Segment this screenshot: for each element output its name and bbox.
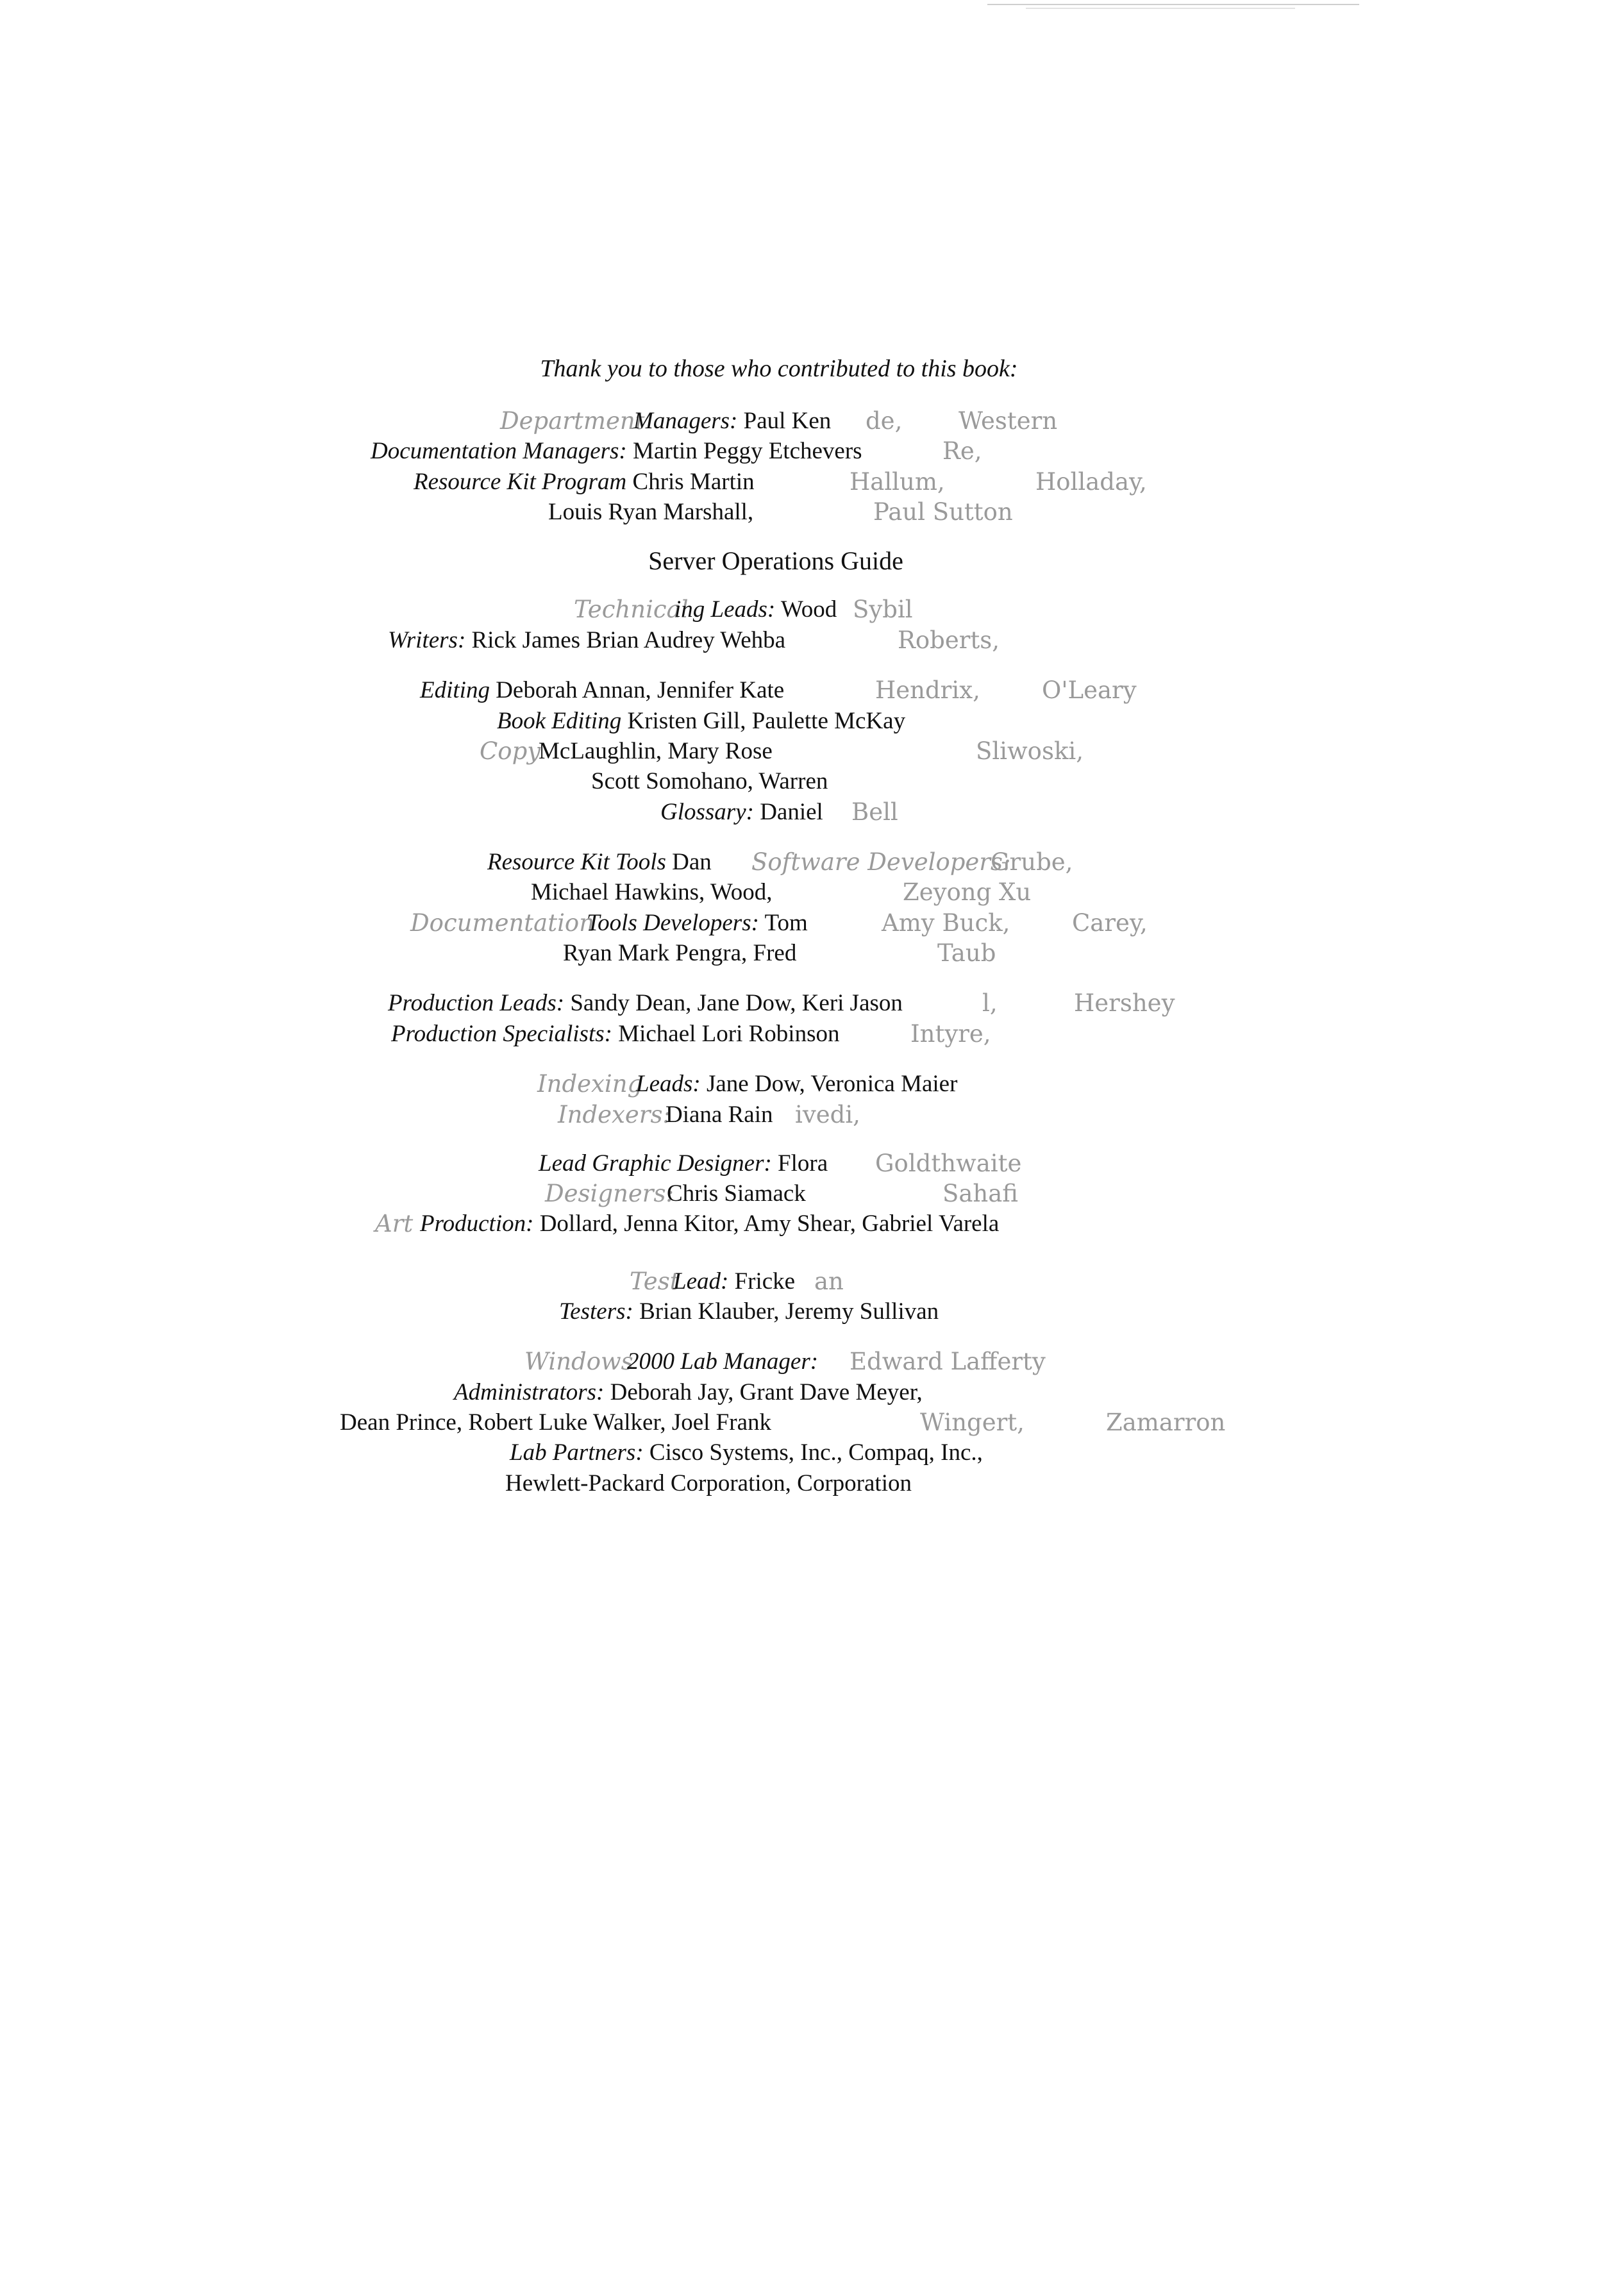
ghost-text: Wingert, (920, 1409, 1025, 1436)
credit-role: Writers: (388, 627, 466, 653)
ghost-text: Hershey (1074, 989, 1175, 1017)
credit-line (420, 678, 784, 702)
ghost-text: Hendrix, (875, 676, 980, 704)
credit-names: Chris Siamack (667, 1180, 806, 1207)
ghost-text: Sahafi (942, 1180, 1018, 1207)
credit-names: Rick James Brian Audrey Wehba (471, 627, 786, 653)
credit-line (388, 628, 785, 652)
credit-role: Book Editing (497, 708, 622, 734)
credit-line (548, 500, 753, 524)
credit-line (505, 1471, 912, 1495)
credit-role: Editing (420, 677, 490, 703)
ghost-text: Holladay, (1035, 468, 1147, 496)
credit-role: ing Leads: (674, 596, 776, 623)
credit-role: Testers: (559, 1298, 633, 1325)
ghost-text: Sybil (853, 596, 913, 623)
ghost-text: Paul Sutton (873, 498, 1013, 526)
ghost-text: Amy Buck, (882, 909, 1010, 937)
credit-line (539, 1152, 828, 1175)
credit-role: Tools Developers: (587, 910, 759, 936)
credit-line (591, 769, 828, 793)
ghost-text: l, (982, 989, 998, 1017)
credit-role: Administrators: (454, 1379, 605, 1405)
ghost-text: Zamarron (1106, 1409, 1226, 1436)
ghost-text: Department (500, 407, 645, 435)
ghost-text: Technical (574, 596, 689, 623)
credit-names: McLaughlin, Mary Rose (539, 738, 773, 764)
credit-role: Managers: (633, 408, 738, 434)
credit-line (510, 1441, 983, 1464)
ghost-text: Zeyong Xu (903, 878, 1032, 906)
section-title: Server Operations Guide (648, 546, 903, 575)
ghost-text: ivedi, (795, 1101, 860, 1128)
credit-role: Resource Kit Program (414, 469, 627, 495)
credit-names: Dan (672, 849, 712, 875)
credit-names: Diana Rain (666, 1102, 773, 1128)
ghost-text: Hallum, (850, 468, 945, 496)
credit-names: Flora (778, 1150, 828, 1177)
ghost-text: Indexing (537, 1070, 643, 1098)
credit-role: Production: (420, 1211, 534, 1237)
credit-line (371, 439, 862, 463)
ghost-text: Sliwoski, (976, 737, 1084, 765)
ghost-text: Designers: (545, 1180, 674, 1207)
ghost-text: Western (958, 407, 1058, 435)
ghost-text: Art (375, 1210, 414, 1237)
credit-line (414, 470, 755, 494)
credit-line (559, 1300, 939, 1323)
ghost-text: an (814, 1268, 844, 1295)
credit-names: Louis Ryan Marshall, (548, 499, 754, 525)
credit-line (673, 1270, 795, 1293)
credit-line (539, 739, 773, 763)
credit-names: Martin Peggy Etchevers (633, 438, 862, 464)
ghost-text: Goldthwaite (875, 1150, 1022, 1177)
credit-line (674, 598, 837, 621)
credit-line (391, 1022, 840, 1046)
credit-role: Documentation Managers: (371, 438, 627, 464)
ghost-text: de, (866, 407, 903, 435)
credit-names: Ryan Mark Pengra, Fred (563, 940, 797, 966)
ghost-text: Grube, (991, 848, 1073, 876)
credit-names: Daniel (760, 799, 823, 825)
credit-line (660, 800, 823, 824)
credit-names: Tom (764, 910, 808, 936)
credit-role: Production Leads: (388, 990, 565, 1016)
credit-names: Dollard, Jenna Kitor, Amy Shear, Gabriel Varela (539, 1211, 1000, 1237)
credit-role: Lead: (673, 1268, 729, 1295)
credit-names: Jane Dow, Veronica Maier (706, 1071, 958, 1097)
credit-names: Sandy Dean, Jane Dow, Keri Jason (570, 990, 903, 1016)
credit-line (666, 1103, 773, 1127)
ghost-text: Test (630, 1268, 680, 1295)
credit-line (497, 709, 905, 733)
credit-names: Scott Somohano, Warren (591, 768, 828, 794)
credit-names: Hewlett-Packard Corporation, Corporation (505, 1470, 912, 1496)
credit-role: Resource Kit Tools (487, 849, 666, 875)
credit-line (667, 1182, 806, 1205)
credit-line (627, 1350, 818, 1373)
credit-names: Cisco Systems, Inc., Compaq, Inc., (649, 1439, 983, 1466)
ghost-text: Indexers: (558, 1101, 671, 1128)
credit-line (487, 850, 712, 874)
ghost-text: Edward Lafferty (850, 1348, 1046, 1375)
credit-line (420, 1212, 999, 1236)
credit-line (340, 1411, 771, 1434)
credit-line (531, 880, 773, 904)
ghost-text: O'Leary (1042, 676, 1137, 704)
credit-names: Michael Lori Robinson (618, 1021, 840, 1047)
scan-artifact-line (1026, 8, 1295, 9)
scan-artifact-line (987, 4, 1359, 5)
ghost-text: Documentation (410, 909, 595, 937)
credit-role: Leads: (636, 1071, 701, 1097)
ghost-text: Software Developers: (751, 848, 1011, 876)
credit-names: Deborah Annan, Jennifer Kate (496, 677, 785, 703)
credit-line (587, 911, 808, 935)
credit-role: Lab Partners: (510, 1439, 644, 1466)
intro-line: Thank you to those who contributed to this book: (540, 355, 1018, 382)
ghost-text: Windows (524, 1348, 633, 1375)
credit-names: Chris Martin (632, 469, 755, 495)
ghost-text: Copy (480, 737, 541, 765)
credit-role: Production Specialists: (391, 1021, 612, 1047)
ghost-text: Carey, (1072, 909, 1148, 937)
credit-names: Brian Klauber, Jeremy Sullivan (639, 1298, 939, 1325)
ghost-text: Re, (942, 437, 982, 465)
ghost-text: Roberts, (898, 626, 1000, 654)
credit-names: Dean Prince, Robert Luke Walker, Joel Frank (340, 1409, 771, 1436)
credit-names: Paul Ken (743, 408, 832, 434)
credit-role: Glossary: (660, 799, 754, 825)
credit-role: 2000 Lab Manager: (627, 1348, 819, 1375)
credit-names: Kristen Gill, Paulette McKay (627, 708, 906, 734)
ghost-text: Taub (937, 939, 996, 967)
credit-names: Fricke (734, 1268, 796, 1295)
credit-names: Wood (780, 596, 837, 623)
ghost-text: Intyre, (910, 1020, 991, 1048)
credit-line (633, 409, 831, 433)
credit-line (454, 1380, 923, 1404)
credit-line (563, 941, 796, 965)
credit-role: Lead Graphic Designer: (539, 1150, 772, 1177)
ghost-text: Bell (851, 798, 898, 826)
credit-line (388, 991, 903, 1015)
credit-names: Michael Hawkins, Wood, (531, 879, 773, 905)
credit-line (636, 1072, 957, 1096)
credit-names: Deborah Jay, Grant Dave Meyer, (610, 1379, 923, 1405)
